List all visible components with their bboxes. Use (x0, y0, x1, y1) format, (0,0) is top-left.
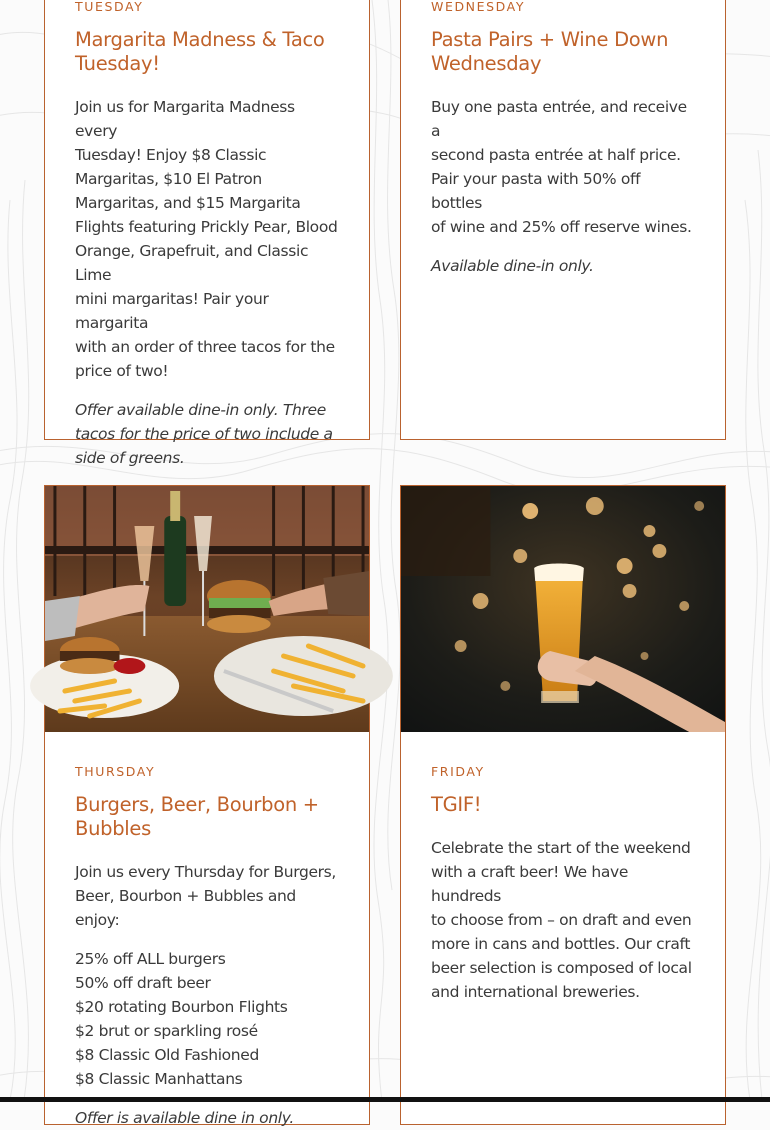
list-item: $2 brut or sparkling rosé (75, 1022, 258, 1040)
card-description: Buy one pasta entrée, and receive a second pasta entrée at half price. Pair your pasta with 50% off bottles of wine and 25% off reserve wines. (431, 98, 692, 236)
card-note: Offer is available dine in only. (75, 1109, 294, 1127)
card-tuesday (44, 0, 370, 467)
day-label: FRIDAY (431, 764, 485, 779)
bottom-bar (0, 1097, 770, 1102)
card-description: Join us for Margarita Madness every Tuesday! Enjoy $8 Classic Margaritas, $10 El Patron Margaritas, and $15 Margarita Flights featuring Prickly Pear, Blood Orange, Grapefruit, and Classic Lime mini margaritas! Pair your margarita with an order of three tacos for the price of two! (75, 98, 338, 380)
card-title: Pasta Pairs + Wine Down Wednesday (431, 28, 669, 75)
card-title: Burgers, Beer, Bourbon + Bubbles (75, 793, 319, 840)
day-label: THURSDAY (75, 764, 156, 779)
list-item: $8 Classic Old Fashioned (75, 1046, 259, 1064)
list-item: $20 rotating Bourbon Flights (75, 998, 288, 1016)
card-title: TGIF! (431, 793, 482, 816)
list-item: 50% off draft beer (75, 974, 211, 992)
card-description: Celebrate the start of the weekend with a craft beer! We have hundreds to choose from – on draft and even more in cans and bottles. Our craft beer selection is composed of local and international breweries. (431, 839, 692, 1001)
card-friday (400, 485, 726, 1125)
burgers-drinks-photo (45, 486, 369, 732)
card-note: Offer available dine-in only. Three tacos for the price of two include a side of greens. (75, 401, 333, 467)
card-thursday (44, 485, 370, 1125)
beer-glass-photo (401, 486, 725, 732)
list-item: 25% off ALL burgers (75, 950, 226, 968)
card-description: Join us every Thursday for Burgers, Beer, Bourbon + Bubbles and enjoy: (75, 863, 336, 929)
card-note: Available dine-in only. (431, 257, 594, 275)
list-item: $8 Classic Manhattans (75, 1070, 243, 1088)
specials-list (75, 947, 339, 1091)
day-label: WEDNESDAY (431, 0, 526, 14)
card-title: Margarita Madness & Taco Tuesday! (75, 28, 325, 75)
day-label: TUESDAY (75, 0, 144, 14)
card-wednesday (400, 0, 726, 440)
